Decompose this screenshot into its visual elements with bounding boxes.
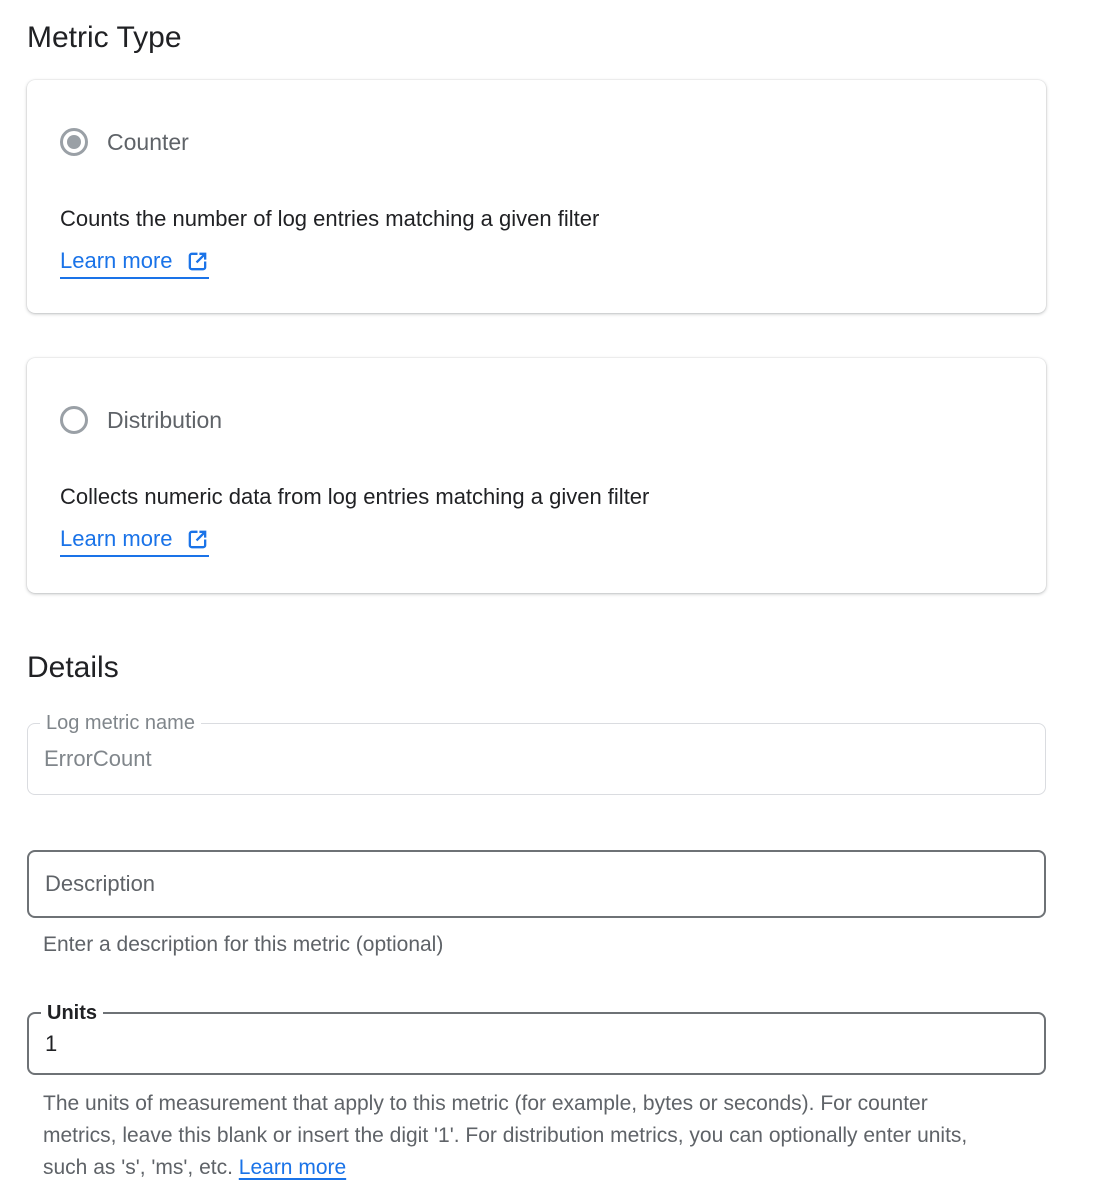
open-in-new-icon [186, 528, 209, 551]
log-metric-name-label: Log metric name [40, 712, 201, 735]
details-heading: Details [27, 651, 119, 684]
distribution-learn-more-link[interactable] [60, 526, 209, 557]
counter-description: Counts the number of log entries matching a given filter [60, 206, 600, 231]
description-input[interactable] [29, 871, 1044, 897]
metric-type-heading: Metric Type [27, 21, 182, 54]
counter-learn-more-row [60, 248, 1010, 280]
counter-learn-more-link[interactable] [60, 248, 209, 279]
create-metric-form [0, 18, 1110, 1184]
distribution-option-card [27, 358, 1046, 593]
counter-option-card [27, 80, 1046, 313]
units-helper-body: The units of measurement that apply to this metric (for example, bytes or seconds). For counter metrics, leave this blank or insert the digit '1'. For distribution metrics, you can optionally enter units, such as 's', 'ms', etc. [43, 1092, 968, 1179]
learn-more-label: Learn more [60, 526, 173, 551]
units-learn-more-link[interactable]: Learn more [238, 1156, 347, 1179]
radio-selected-dot [67, 135, 81, 149]
distribution-learn-more-row [60, 526, 1010, 558]
open-in-new-icon [186, 250, 209, 273]
log-metric-name-field [27, 712, 1046, 795]
units-helper-text [43, 1088, 983, 1184]
description-field [27, 850, 1046, 918]
distribution-radio-button[interactable] [60, 406, 88, 434]
description-helper-text: Enter a description for this metric (optional) [43, 933, 444, 956]
distribution-radio-row[interactable] [60, 406, 1010, 434]
counter-radio-label: Counter [107, 128, 189, 155]
distribution-radio-label: Distribution [107, 406, 223, 433]
counter-radio-button[interactable] [60, 128, 88, 156]
units-label: Units [41, 1002, 103, 1025]
learn-more-label: Learn more [60, 248, 173, 273]
units-input[interactable] [29, 1031, 1044, 1057]
counter-radio-row[interactable] [60, 128, 1010, 156]
units-field [27, 1002, 1046, 1075]
log-metric-name-input [28, 746, 1045, 772]
distribution-description: Collects numeric data from log entries matching a given filter [60, 484, 650, 509]
